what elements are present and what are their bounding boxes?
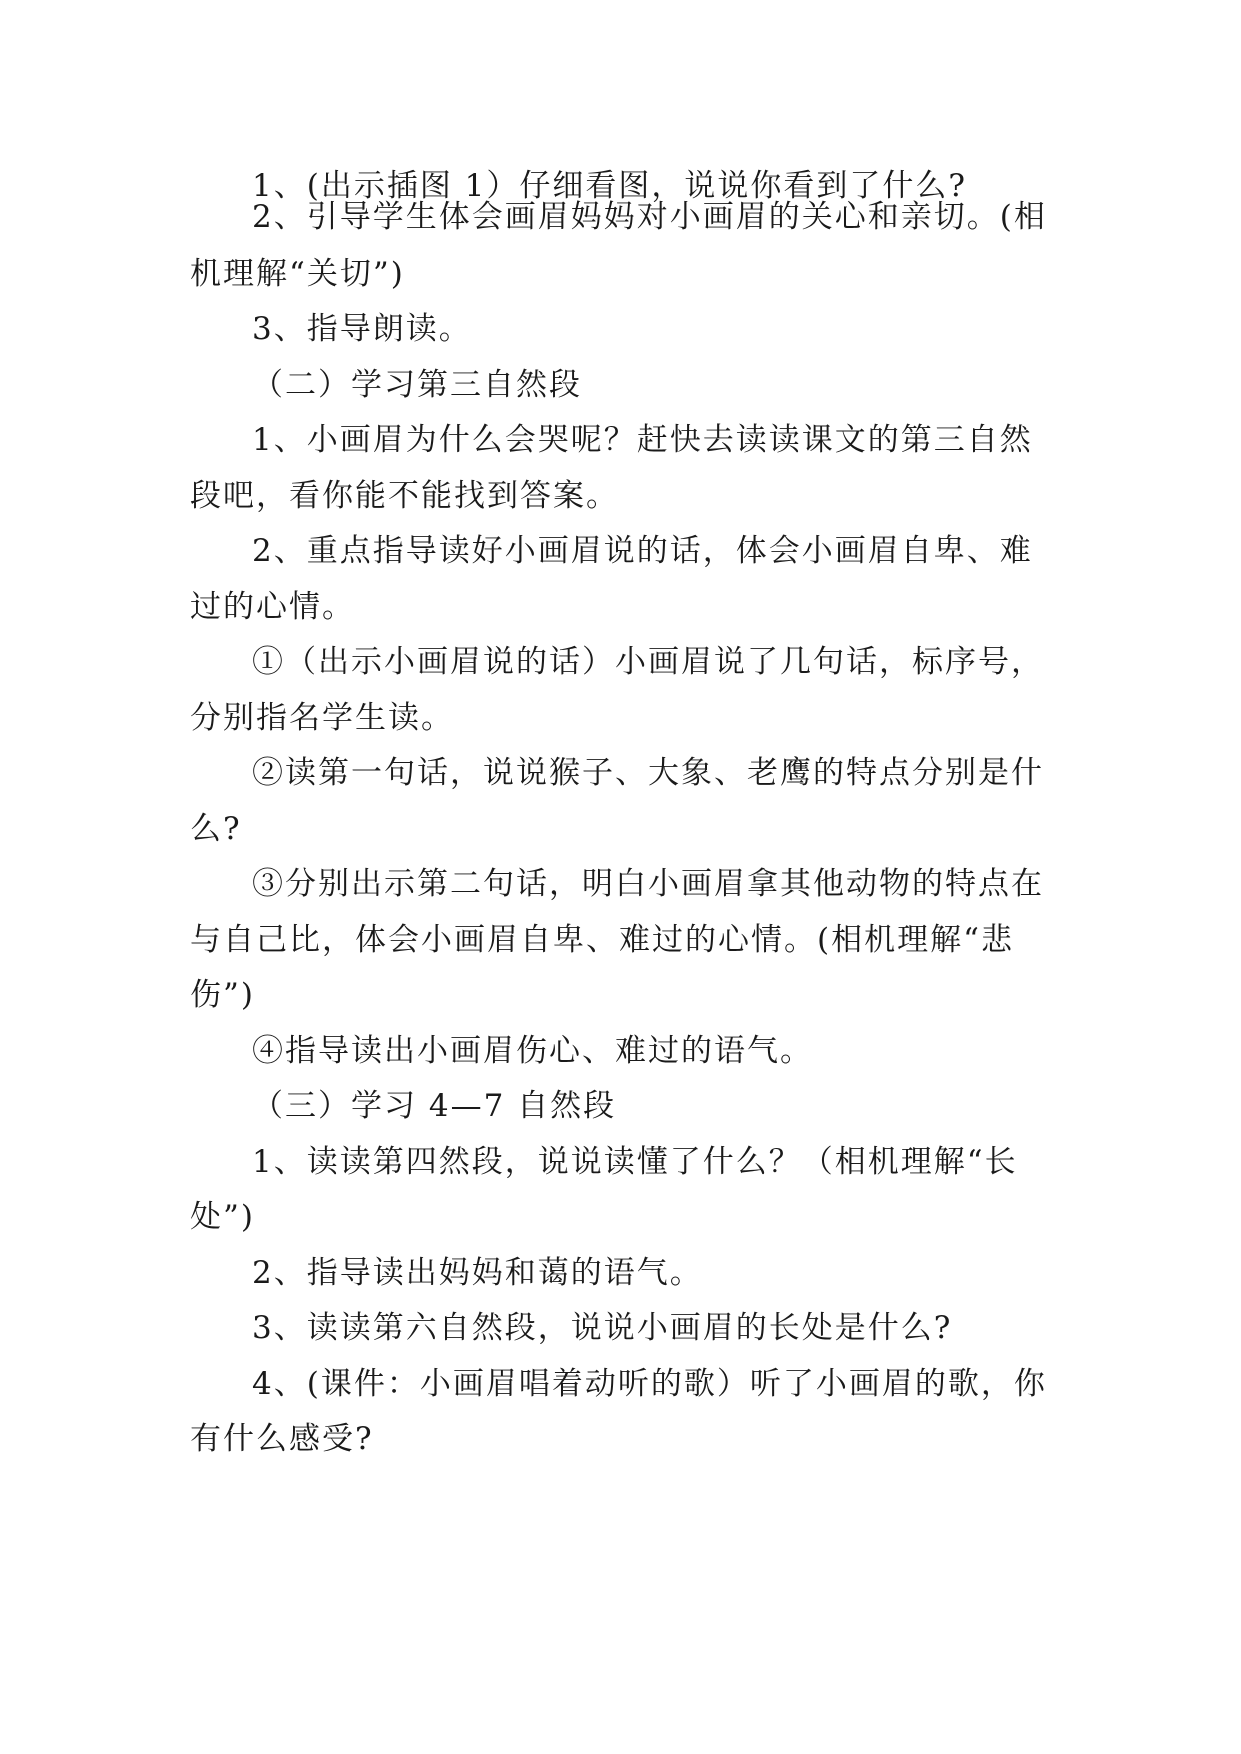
text-line: ①（出示小画眉说的话）小画眉说了几句话，标序号， <box>252 644 1044 680</box>
text-line: 1、(出示插图 1）仔细看图，说说你看到了什么? <box>252 168 968 204</box>
text-line: 机理解“关切”) <box>190 256 405 292</box>
text-line: 1、读读第四然段，说说读懂了什么？（相机理解“长 <box>252 1144 1018 1180</box>
text-line: 么? <box>190 811 242 847</box>
text-line: ②读第一句话，说说猴子、大象、老鹰的特点分别是什 <box>252 755 1044 791</box>
text-line: ④指导读出小画眉伤心、难过的语气。 <box>252 1033 813 1069</box>
text-line: 3、读读第六自然段，说说小画眉的长处是什么? <box>252 1310 953 1346</box>
text-line: 2、重点指导读好小画眉说的话，体会小画眉自卑、难 <box>252 533 1033 569</box>
text-line: 2、指导读出妈妈和蔼的语气。 <box>252 1255 703 1291</box>
text-line: 3、指导朗读。 <box>252 311 472 347</box>
text-line: 分别指名学生读。 <box>190 700 454 736</box>
section-heading: （二）学习第三自然段 <box>252 367 582 403</box>
text-line: 过的心情。 <box>190 589 355 625</box>
text-line: 有什么感受? <box>190 1421 374 1457</box>
section-heading: （三）学习 4—7 自然段 <box>252 1088 617 1124</box>
text-line: 与自己比，体会小画眉自卑、难过的心情。(相机理解“悲 <box>190 922 1014 958</box>
text-line: ③分别出示第二句话，明白小画眉拿其他动物的特点在 <box>252 866 1044 902</box>
text-line: 处”) <box>190 1199 255 1235</box>
text-line: 伤”) <box>190 977 255 1013</box>
text-line: 4、(课件：小画眉唱着动听的歌）听了小画眉的歌，你 <box>252 1366 1047 1402</box>
text-line: 1、小画眉为什么会哭呢？赶快去读读课文的第三自然 <box>252 422 1033 458</box>
text-line: 2、引导学生体会画眉妈妈对小画眉的关心和亲切。(相 <box>252 199 1047 235</box>
text-line: 段吧，看你能不能找到答案。 <box>190 478 619 514</box>
